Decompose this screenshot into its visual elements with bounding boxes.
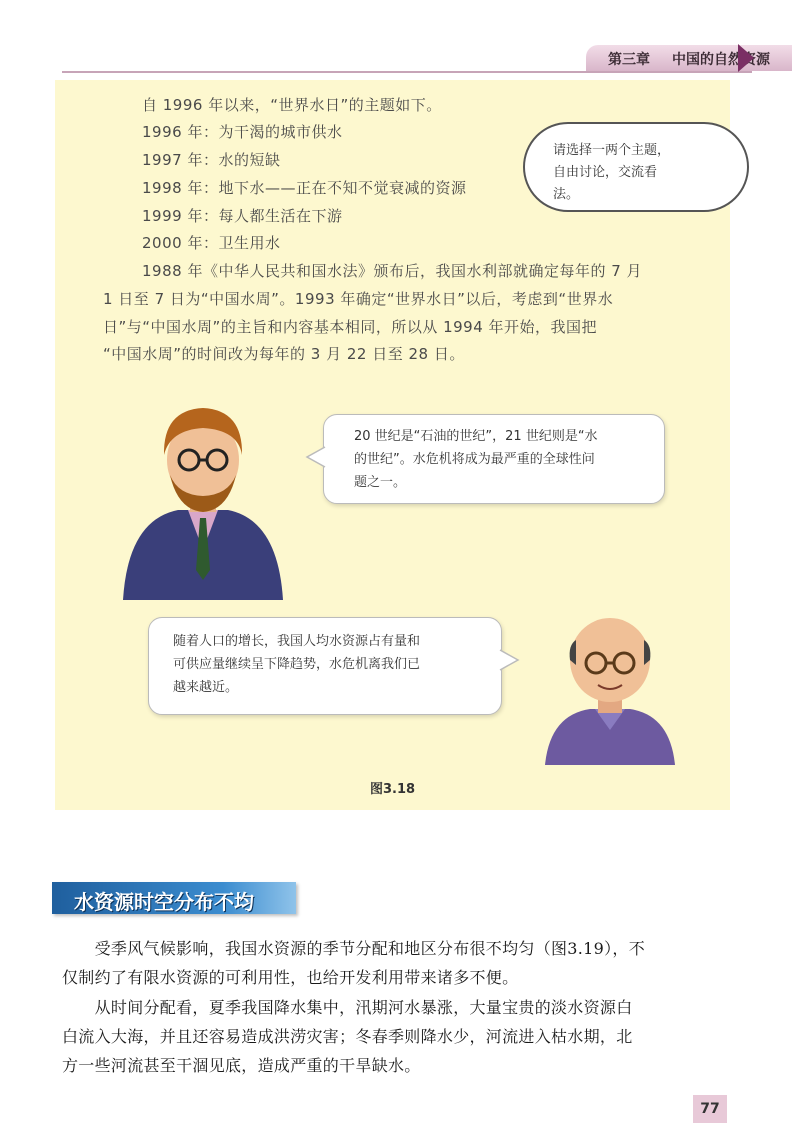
paragraph-line: 1988 年《中华人民共和国水法》颁布后，我国水利部就确定每年的 7 月 — [142, 262, 643, 280]
theme-line: 1999 年：每人都生活在下游 — [142, 207, 343, 225]
speech-bubble-oil-century — [323, 414, 665, 504]
theme-line: 2000 年：卫生用水 — [142, 234, 281, 252]
bearded-man-illustration — [118, 400, 288, 600]
paragraph-line: “中国水周”的时间改为每年的 3 月 22 日至 28 日。 — [103, 345, 465, 363]
chapter-number: 第三章 — [608, 52, 650, 68]
bubble-line: 的世纪”。水危机将成为最严重的全球性问 — [354, 452, 595, 467]
bubble-line: 越来越近。 — [173, 680, 239, 695]
cloud-line: 请选择一两个主题， — [553, 143, 671, 158]
page-header — [62, 40, 770, 74]
body-line: 仅制约了有限水资源的可利用性，也给开发利用带来诸多不便。 — [62, 968, 519, 987]
bubble-line: 题之一。 — [354, 475, 407, 490]
bubble-tail — [305, 445, 327, 469]
chapter-tab — [586, 45, 792, 71]
body-line: 受季风气候影响，我国水资源的季节分配和地区分布很不均匀（图3.19），不 — [62, 939, 646, 958]
speech-bubble-water-crisis — [148, 617, 502, 715]
page-number: 77 — [693, 1095, 727, 1123]
bald-man-illustration — [540, 605, 680, 765]
body-line: 从时间分配看，夏季我国降水集中，汛期河水暴涨，大量宝贵的淡水资源白 — [62, 998, 633, 1017]
intro-line: 自 1996 年以来，“世界水日”的主题如下。 — [142, 96, 442, 114]
section-banner — [52, 882, 296, 914]
cloud-line: 自由讨论，交流看 — [553, 165, 658, 180]
bubble-tail — [498, 648, 520, 672]
chapter-arrow-icon — [738, 44, 754, 72]
bubble-line: 20 世纪是“石油的世纪”，21 世纪则是“水 — [354, 429, 598, 444]
body-line: 方一些河流甚至干涸见底，造成严重的干旱缺水。 — [62, 1056, 421, 1075]
bubble-line: 可供应量继续呈下降趋势，水危机离我们已 — [173, 657, 421, 672]
section-title: 水资源时空分布不均 — [74, 890, 254, 914]
paragraph-line: 1 日至 7 日为“中国水周”。1993 年确定“世界水日”以后，考虑到“世界水 — [103, 290, 614, 308]
header-rule — [62, 71, 752, 73]
body-line: 白流入大海，并且还容易造成洪涝灾害；冬春季则降水少，河流进入枯水期，北 — [62, 1027, 633, 1046]
theme-line: 1997 年：水的短缺 — [142, 151, 281, 169]
chapter-title: 中国的自然资源 — [672, 52, 770, 68]
theme-line: 1998 年：地下水——正在不知不觉衰减的资源 — [142, 179, 467, 197]
paragraph-line: 日”与“中国水周”的主旨和内容基本相同，所以从 1994 年开始，我国把 — [103, 318, 598, 336]
cloud-line: 法。 — [553, 187, 580, 202]
theme-line: 1996 年：为干渴的城市供水 — [142, 123, 343, 141]
bubble-line: 随着人口的增长，我国人均水资源占有量和 — [173, 634, 421, 649]
figure-caption: 图3.18 — [370, 782, 416, 797]
discussion-cloud — [523, 122, 749, 212]
